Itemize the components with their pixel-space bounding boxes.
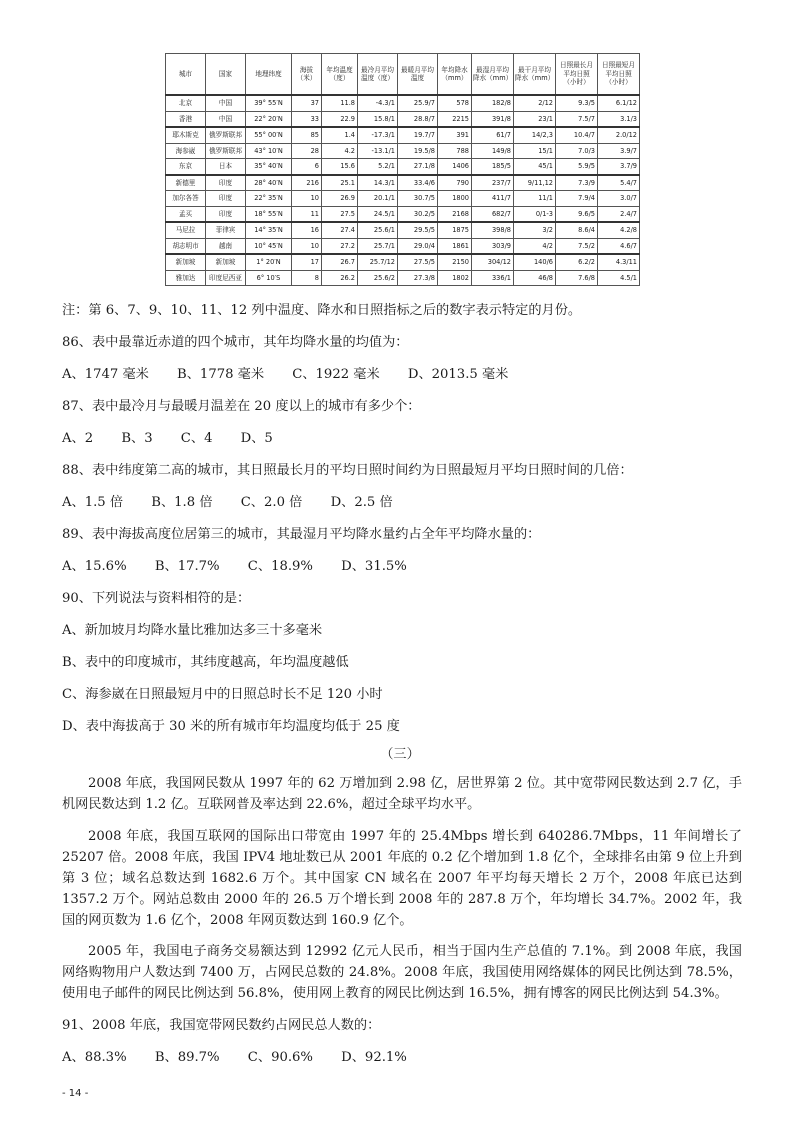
table-cell: 37 [292, 95, 322, 111]
table-row [166, 270, 640, 286]
table-cell: 23/1 [514, 111, 556, 127]
table-row [166, 111, 640, 127]
option-a[interactable]: A、2 [62, 431, 94, 446]
table-cell: 27.2 [322, 238, 358, 254]
table-cell: 4.2 [322, 143, 358, 159]
city-climate-table [165, 53, 640, 286]
table-cell: 8.6/4 [556, 222, 598, 238]
table-cell: 6° 10′S [246, 270, 292, 286]
option-a[interactable]: A、88.3% [62, 1050, 127, 1065]
table-cell: 411/7 [472, 191, 514, 207]
table-cell: 27.3/8 [398, 270, 438, 286]
table-header-row [166, 54, 640, 96]
table-cell: 10.4/7 [556, 127, 598, 143]
table-cell: 1.4 [322, 127, 358, 143]
option-a[interactable]: A、1.5 倍 [62, 495, 124, 510]
option-b[interactable]: B、1.8 倍 [151, 495, 213, 510]
table-cell: 25.9/7 [398, 95, 438, 111]
table-header-cell: 日照最短月平均日照（小时） [598, 54, 640, 96]
table-cell: 1802 [438, 270, 472, 286]
table-header-cell: 城市 [166, 54, 206, 96]
table-cell: 216 [292, 175, 322, 191]
table-cell: 耶木斯克 [166, 127, 206, 143]
table-cell: 3.1/3 [598, 111, 640, 127]
table-cell: 28.8/7 [398, 111, 438, 127]
table-cell: 2150 [438, 254, 472, 270]
table-header-cell: 年均温度（度） [322, 54, 358, 96]
paragraph-2: 2008 年底，我国互联网的国际出口带宽由 1997 年的 25.4Mbps 增长到 640286.7Mbps，11 年间增长了 25207 倍。2008 年底，我国 IPV4 地址数已从 2001 年底的 0.2 亿个增加到 1.8 亿个，全球排名由第 9 位上升到第 3 位；域名总数达到 1682.6 万个。其中国家 CN 域名在 2007 年平均每天增长 2 万个，2008 年底已达到 1357.2 万个。网站总数由 2000 年的 26.5 万个增长到 2008 年的 287.8 万个，年均增长 34.7%。2002 年，我国的网页数为 1.6 亿个，2008 年网页数达到 160.9 亿个。 [62, 829, 742, 928]
question-87-options [62, 430, 297, 448]
table-cell: 10 [292, 238, 322, 254]
table-cell: 303/9 [472, 238, 514, 254]
table-cell: 304/12 [472, 254, 514, 270]
table-cell: 3/2 [514, 222, 556, 238]
option-b[interactable]: B、1778 毫米 [177, 367, 265, 382]
question-88-stem: 88、表中纬度第二高的城市，其日照最长月的平均日照时间约为日照最短月平均日照时间的几倍： [62, 463, 633, 478]
table-cell: 182/8 [472, 95, 514, 111]
table-header-cell: 日照最长月平均日照（小时） [556, 54, 598, 96]
table-cell: 18° 55′N [246, 206, 292, 222]
table-cell: 1875 [438, 222, 472, 238]
table-row [166, 206, 640, 222]
table-cell: 24.5/1 [358, 206, 398, 222]
table-cell: 14.3/1 [358, 175, 398, 191]
table-cell: 33 [292, 111, 322, 127]
table-cell: 2.4/7 [598, 206, 640, 222]
table-header-cell: 年均降水（mm） [438, 54, 472, 96]
table-cell: 25.1 [322, 175, 358, 191]
page-number: - 14 - [62, 1088, 89, 1099]
table-cell: 7.3/9 [556, 175, 598, 191]
table-cell: 4/2 [514, 238, 556, 254]
table-cell: 俄罗斯联邦 [206, 127, 246, 143]
table-cell: 11/1 [514, 191, 556, 207]
table-cell: -13.1/1 [358, 143, 398, 159]
table-cell: 新加坡 [166, 254, 206, 270]
table-cell: 14/2,3 [514, 127, 556, 143]
option-b[interactable]: B、3 [121, 431, 153, 446]
table-cell: 7.0/3 [556, 143, 598, 159]
question-88-options [62, 494, 417, 512]
table-cell: 6.1/12 [598, 95, 640, 111]
option-d[interactable]: D、2.5 倍 [330, 495, 393, 510]
table-cell: 印度 [206, 191, 246, 207]
table-cell: 中国 [206, 111, 246, 127]
table-cell: 185/5 [472, 159, 514, 175]
table-cell: 日本 [206, 159, 246, 175]
table-cell: 27.1/8 [398, 159, 438, 175]
table-cell: 2/12 [514, 95, 556, 111]
table-cell: 39° 55′N [246, 95, 292, 111]
table-cell: 菲律宾 [206, 222, 246, 238]
table-cell: 27.4 [322, 222, 358, 238]
question-89-options [62, 558, 431, 576]
table-row [166, 159, 640, 175]
table-cell: 15.8/1 [358, 111, 398, 127]
table-cell: 东京 [166, 159, 206, 175]
table-cell: 2.0/12 [598, 127, 640, 143]
table-cell: 27.5/5 [398, 254, 438, 270]
table-cell: 788 [438, 143, 472, 159]
table-row [166, 95, 640, 111]
table-cell: 25.6/2 [358, 270, 398, 286]
table-cell: 19.5/8 [398, 143, 438, 159]
table-cell: 15.6 [322, 159, 358, 175]
table-cell: 4.2/8 [598, 222, 640, 238]
option-c[interactable]: C、90.6% [247, 1050, 313, 1065]
table-body [166, 95, 640, 286]
table-cell: 237/7 [472, 175, 514, 191]
table-cell: 578 [438, 95, 472, 111]
question-91-options [62, 1049, 431, 1067]
table-cell: 9.3/5 [556, 95, 598, 111]
table-cell: 22° 35′N [246, 191, 292, 207]
table-cell: 3.7/9 [598, 159, 640, 175]
table-cell: 33.4/6 [398, 175, 438, 191]
question-86-stem: 86、表中最靠近赤道的四个城市，其年均降水量的均值为： [62, 335, 409, 350]
table-cell: 马尼拉 [166, 222, 206, 238]
table-cell: 25.7/1 [358, 238, 398, 254]
option-b[interactable]: B、17.7% [154, 559, 220, 574]
table-cell: 6.2/2 [556, 254, 598, 270]
table-cell: 7.5/7 [556, 111, 598, 127]
table-header-cell: 最湿月平均降水（mm） [472, 54, 514, 96]
question-89-stem: 89、表中海拔高度位居第三的城市，其最湿月平均降水量约占全年平均降水量的： [62, 527, 541, 542]
table-cell: 10 [292, 191, 322, 207]
table-cell: 29.0/4 [398, 238, 438, 254]
table-cell: 14° 35′N [246, 222, 292, 238]
table-cell: 17 [292, 254, 322, 270]
table-cell: 336/1 [472, 270, 514, 286]
table-cell: 43° 10′N [246, 143, 292, 159]
table-cell: 2168 [438, 206, 472, 222]
table-cell: 22.9 [322, 111, 358, 127]
table-cell: 俄罗斯联邦 [206, 143, 246, 159]
table-cell: 149/8 [472, 143, 514, 159]
option-c[interactable]: C、2.0 倍 [240, 495, 303, 510]
table-cell: 4.6/7 [598, 238, 640, 254]
option-a[interactable]: A、1747 毫米 [62, 367, 149, 382]
table-cell: 2215 [438, 111, 472, 127]
table-cell: 北京 [166, 95, 206, 111]
table-cell: 25.7/12 [358, 254, 398, 270]
table-cell: 7.5/2 [556, 238, 598, 254]
option-b[interactable]: B、89.7% [154, 1050, 220, 1065]
table-cell: 新加坡 [206, 254, 246, 270]
table-cell: 印度 [206, 206, 246, 222]
table-cell: 6 [292, 159, 322, 175]
option-c[interactable]: C、18.9% [247, 559, 313, 574]
table-cell: 85 [292, 127, 322, 143]
table-cell: 16 [292, 222, 322, 238]
table-cell: 7.6/8 [556, 270, 598, 286]
table-cell: 4.5/1 [598, 270, 640, 286]
table-cell: 30.2/5 [398, 206, 438, 222]
question-90-stem: 90、下列说法与资料相符的是： [62, 591, 251, 606]
question-90-option-d[interactable]: D、表中海拔高于 30 米的所有城市年均温度均低于 25 度 [62, 719, 400, 734]
option-a[interactable]: A、15.6% [62, 559, 127, 574]
table-cell: 印度尼西亚 [206, 270, 246, 286]
table-cell: 30.7/5 [398, 191, 438, 207]
table-cell: 海参崴 [166, 143, 206, 159]
question-90-option-a[interactable]: A、新加坡月均降水量比雅加达多三十多毫米 [62, 623, 323, 638]
option-d[interactable]: D、5 [240, 431, 273, 446]
table-cell: 胡志明市 [166, 238, 206, 254]
table-cell: 5.4/7 [598, 175, 640, 191]
table-cell: 28 [292, 143, 322, 159]
option-c[interactable]: C、1922 毫米 [292, 367, 380, 382]
table-cell: 0/1-3 [514, 206, 556, 222]
table-cell: 46/8 [514, 270, 556, 286]
table-header-cell: 地理纬度 [246, 54, 292, 96]
paragraph-1: 2008 年底，我国网民数从 1997 年的 62 万增加到 2.98 亿，居世界第 2 位。其中宽带网民数达到 2.7 亿，手机网民数达到 1.2 亿。互联网普及率达到 22.6%，超过全球平均水平。 [62, 776, 742, 812]
table-cell: 1861 [438, 238, 472, 254]
table-cell: 682/7 [472, 206, 514, 222]
question-86-options [62, 366, 532, 384]
table-header-cell: 最暖月平均温度 [398, 54, 438, 96]
table-cell: 25.6/1 [358, 222, 398, 238]
option-c[interactable]: C、4 [180, 431, 213, 446]
table-cell: 20.1/1 [358, 191, 398, 207]
question-90-option-b[interactable]: B、表中的印度城市，其纬度越高，年均温度越低 [62, 655, 349, 670]
table-cell: 1406 [438, 159, 472, 175]
table-row [166, 191, 640, 207]
table-cell: 19.7/7 [398, 127, 438, 143]
table-cell: 5.2/1 [358, 159, 398, 175]
table-cell: 1800 [438, 191, 472, 207]
table-cell: 9.6/5 [556, 206, 598, 222]
table-header-cell: 国家 [206, 54, 246, 96]
table-cell: 55° 00′N [246, 127, 292, 143]
table-row [166, 143, 640, 159]
paragraph-3: 2005 年，我国电子商务交易额达到 12992 亿元人民币，相当于国内生产总值的 7.1%。到 2008 年底，我国网络购物用户人数达到 7400 万，占网民总数的 24.8%。2008 年底，我国使用网络媒体的网民比例达到 78.5%，使用电子邮件的网民比例达到 56.8%，使用网上教育的网民比例达到 16.5%，拥有博客的网民比例达到 54.3%。 [62, 944, 742, 1001]
table-cell: 3.9/7 [598, 143, 640, 159]
city-climate-table-wrap [165, 53, 639, 286]
option-d[interactable]: D、31.5% [341, 559, 407, 574]
table-cell: 5.9/5 [556, 159, 598, 175]
table-cell: 9/11,12 [514, 175, 556, 191]
table-cell: 391 [438, 127, 472, 143]
table-cell: 中国 [206, 95, 246, 111]
table-note: 注：第 6、7、9、10、11、12 列中温度、降水和日照指标之后的数字表示特定的月份。 [62, 303, 582, 318]
table-cell: 27.5 [322, 206, 358, 222]
table-cell: -17.3/1 [358, 127, 398, 143]
table-cell: 11.8 [322, 95, 358, 111]
option-d[interactable]: D、92.1% [341, 1050, 407, 1065]
table-cell: 1° 20′N [246, 254, 292, 270]
table-cell: 398/8 [472, 222, 514, 238]
table-cell: 7.9/4 [556, 191, 598, 207]
table-cell: 越南 [206, 238, 246, 254]
table-cell: 香港 [166, 111, 206, 127]
table-header-cell: 最冷月平均温度（度） [358, 54, 398, 96]
table-cell: 45/1 [514, 159, 556, 175]
option-d[interactable]: D、2013.5 毫米 [407, 367, 509, 382]
table-cell: 10° 45′N [246, 238, 292, 254]
table-cell: 3.0/7 [598, 191, 640, 207]
table-cell: 雅加达 [166, 270, 206, 286]
table-cell: 35° 40′N [246, 159, 292, 175]
table-row [166, 127, 640, 143]
table-cell: 790 [438, 175, 472, 191]
question-87-stem: 87、表中最冷月与最暖月温差在 20 度以上的城市有多少个： [62, 399, 421, 414]
table-cell: 孟买 [166, 206, 206, 222]
question-90-option-c[interactable]: C、海参崴在日照最短月中的日照总时长不足 120 小时 [62, 687, 383, 702]
table-cell: -4.3/1 [358, 95, 398, 111]
table-cell: 加尔各答 [166, 191, 206, 207]
table-cell: 61/7 [472, 127, 514, 143]
table-cell: 4.3/11 [598, 254, 640, 270]
section-title: （三） [380, 747, 420, 762]
table-cell: 新德里 [166, 175, 206, 191]
table-cell: 印度 [206, 175, 246, 191]
table-cell: 26.7 [322, 254, 358, 270]
table-cell: 26.9 [322, 191, 358, 207]
table-cell: 140/6 [514, 254, 556, 270]
table-cell: 29.5/5 [398, 222, 438, 238]
table-row [166, 254, 640, 270]
table-cell: 26.2 [322, 270, 358, 286]
table-cell: 391/8 [472, 111, 514, 127]
table-cell: 15/1 [514, 143, 556, 159]
table-cell: 22° 20′N [246, 111, 292, 127]
table-row [166, 238, 640, 254]
table-cell: 28° 40′N [246, 175, 292, 191]
table-cell: 8 [292, 270, 322, 286]
table-row [166, 175, 640, 191]
table-header-cell: 海拔（米） [292, 54, 322, 96]
table-header-cell: 最干月平均降水（mm） [514, 54, 556, 96]
table-row [166, 222, 640, 238]
table-cell: 11 [292, 206, 322, 222]
question-91-stem: 91、2008 年底，我国宽带网民数约占网民总人数的： [62, 1018, 381, 1033]
